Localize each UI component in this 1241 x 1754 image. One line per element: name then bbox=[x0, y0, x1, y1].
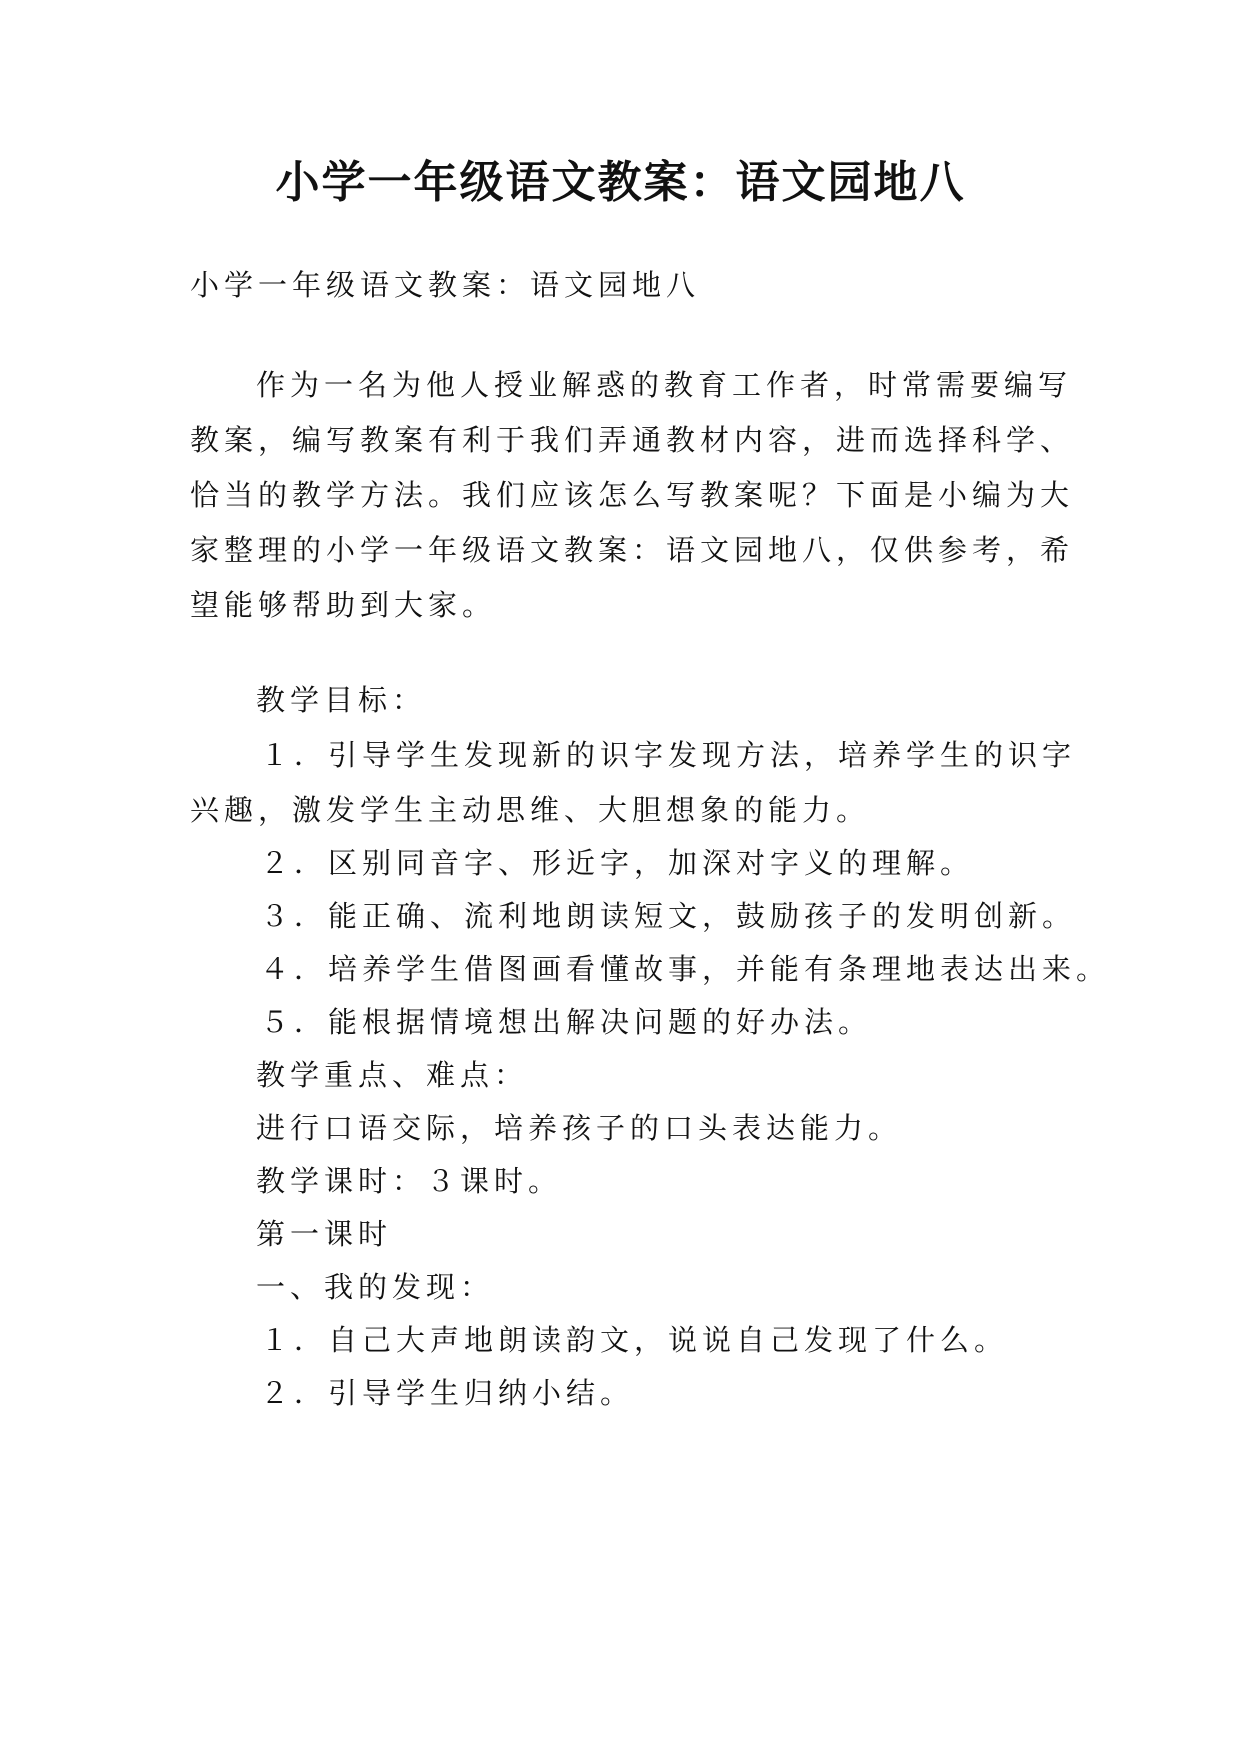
class-hours: 教学课时：３课时。 bbox=[256, 1164, 563, 1198]
goal-item-5: ５．能根据情境想出解决问题的好办法。 bbox=[260, 1005, 873, 1039]
goal-item-4: ４．培养学生借图画看懂故事，并能有条理地表达出来。 bbox=[260, 952, 1111, 986]
intro-line-1: 作为一名为他人授业解惑的教育工作者，时常需要编写 bbox=[256, 368, 1073, 402]
step-item-2: ２．引导学生归纳小结。 bbox=[260, 1376, 635, 1410]
document-subtitle: 小学一年级语文教案：语文园地八 bbox=[190, 268, 701, 302]
intro-line-4: 家整理的小学一年级语文教案：语文园地八，仅供参考，希 bbox=[190, 533, 1075, 567]
goal-item-1: １．引导学生发现新的识字发现方法，培养学生的识字 bbox=[260, 738, 1077, 772]
intro-line-3: 恰当的教学方法。我们应该怎么写教案呢？下面是小编为大 bbox=[190, 478, 1075, 512]
intro-line-2: 教案，编写教案有利于我们弄通教材内容，进而选择科学、 bbox=[190, 423, 1075, 457]
goals-heading: 教学目标： bbox=[256, 683, 427, 717]
section-one-heading: 一、我的发现： bbox=[256, 1270, 495, 1304]
intro-line-5: 望能够帮助到大家。 bbox=[190, 588, 497, 622]
goal-item-3: ３．能正确、流利地朗读短文，鼓励孩子的发明创新。 bbox=[260, 899, 1077, 933]
key-points-heading: 教学重点、难点： bbox=[256, 1058, 529, 1092]
lesson-one-heading: 第一课时 bbox=[256, 1217, 393, 1251]
step-item-1: １．自己大声地朗读韵文，说说自己发现了什么。 bbox=[260, 1323, 1009, 1357]
key-points-text: 进行口语交际，培养孩子的口头表达能力。 bbox=[256, 1111, 903, 1145]
goal-item-1-continued: 兴趣，激发学生主动思维、大胆想象的能力。 bbox=[190, 793, 871, 827]
document-title: 小学一年级语文教案：语文园地八 bbox=[275, 157, 966, 208]
goal-item-2: ２．区别同音字、形近字，加深对字义的理解。 bbox=[260, 846, 975, 880]
